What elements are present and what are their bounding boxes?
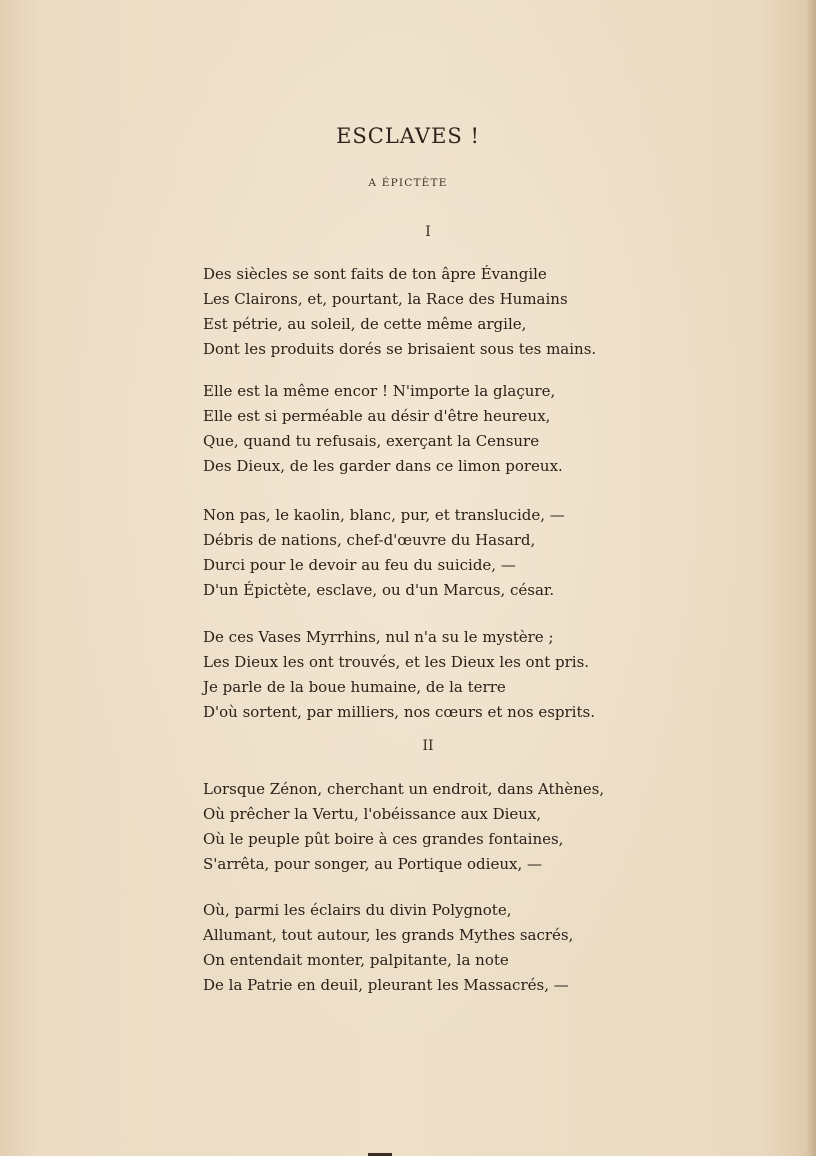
section-numeral-1: I bbox=[425, 224, 431, 240]
verse-line: De ces Vases Myrrhins, nul n'a su le mystère ; bbox=[203, 628, 554, 646]
verse-line: De la Patrie en deuil, pleurant les Massacrés, — bbox=[203, 976, 569, 994]
verse-line: Allumant, tout autour, les grands Mythes sacrés, bbox=[203, 926, 574, 944]
verse-line: Elle est la même encor ! N'importe la glaçure, bbox=[203, 382, 556, 400]
stanza bbox=[203, 898, 683, 998]
verse-line: Où le peuple pût boire à ces grandes fontaines, bbox=[203, 830, 564, 848]
verse-line: Dont les produits dorés se brisaient sous tes mains. bbox=[203, 340, 597, 358]
verse-line: S'arrêta, pour songer, au Portique odieux, — bbox=[203, 855, 542, 873]
verse-line: D'un Épictète, esclave, ou d'un Marcus, césar. bbox=[203, 581, 555, 599]
stanza bbox=[203, 262, 683, 362]
page-edge-shadow bbox=[806, 0, 816, 1156]
poem-dedication: A ÉPICTÈTE bbox=[368, 177, 448, 189]
stanza bbox=[203, 777, 683, 877]
verse-line: Des Dieux, de les garder dans ce limon poreux. bbox=[203, 457, 563, 475]
section-numeral-2: II bbox=[422, 738, 434, 754]
poem-title: ESCLAVES ! bbox=[336, 124, 480, 148]
verse-line: Est pétrie, au soleil, de cette même argile, bbox=[203, 315, 527, 333]
stanza bbox=[203, 625, 683, 725]
verse-line: D'où sortent, par milliers, nos cœurs et nos esprits. bbox=[203, 703, 595, 721]
verse-line: Où, parmi les éclairs du divin Polygnote, bbox=[203, 901, 512, 919]
verse-line: Des siècles se sont faits de ton âpre Évangile bbox=[203, 265, 547, 283]
verse-line: Les Clairons, et, pourtant, la Race des Humains bbox=[203, 290, 568, 308]
verse-line: Durci pour le devoir au feu du suicide, — bbox=[203, 556, 516, 574]
verse-line: Lorsque Zénon, cherchant un endroit, dans Athènes, bbox=[203, 780, 605, 798]
stanza bbox=[203, 379, 683, 479]
verse-line: Elle est si perméable au désir d'être heureux, bbox=[203, 407, 551, 425]
verse-line: Où prêcher la Vertu, l'obéissance aux Dieux, bbox=[203, 805, 542, 823]
stanza bbox=[203, 503, 683, 603]
verse-line: Non pas, le kaolin, blanc, pur, et translucide, — bbox=[203, 506, 565, 524]
verse-line: On entendait monter, palpitante, la note bbox=[203, 951, 509, 969]
verse-line: Que, quand tu refusais, exerçant la Censure bbox=[203, 432, 540, 450]
verse-line: Je parle de la boue humaine, de la terre bbox=[203, 678, 506, 696]
verse-line: Les Dieux les ont trouvés, et les Dieux les ont pris. bbox=[203, 653, 590, 671]
verse-line: Débris de nations, chef-d'œuvre du Hasard, bbox=[203, 531, 536, 549]
